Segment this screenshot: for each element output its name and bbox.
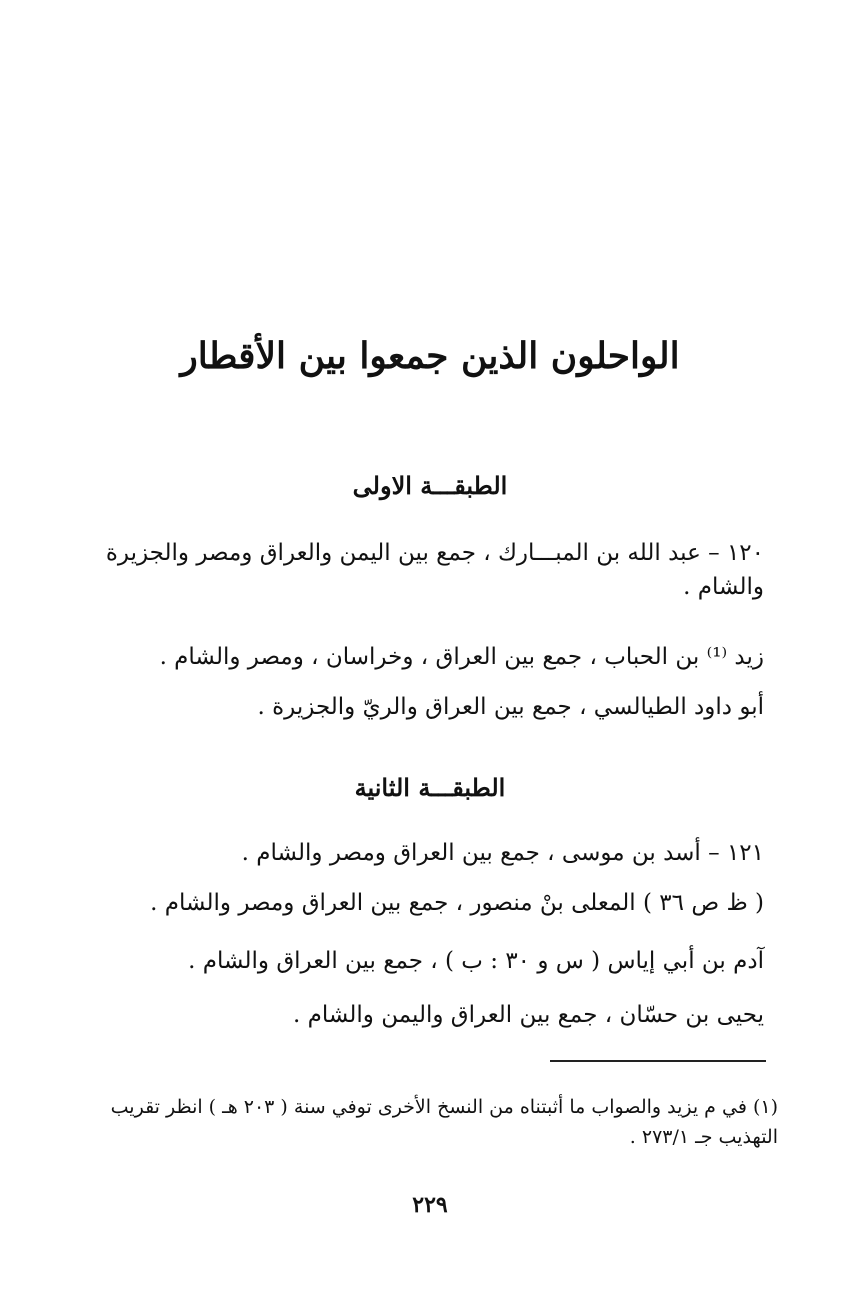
entry-line: زيد ⁽¹⁾ بن الحباب ، جمع بين العراق ، وخراسان ، ومصر والشام . bbox=[159, 644, 764, 670]
entry-line: ١٢٠ – عبد الله بن المبـــارك ، جمع بين اليمن والعراق ومصر والجزيرة والشام . bbox=[105, 540, 764, 600]
page-number: ٢٢٩ bbox=[412, 1192, 448, 1218]
footnote: (١) في م يزيد والصواب ما أثبتناه من النسخ الأخرى توفي سنة ( ٢٠٣ هـ ) انظر تقريب التهذيب جـ ٢٧٣/١ . bbox=[110, 1096, 778, 1148]
entry-line: أبو داود الطيالسي ، جمع بين العراق والريّ والجزيرة . bbox=[257, 694, 764, 720]
entry-line: ( ظ ص ٣٦ ) المعلى بنْ منصور ، جمع بين العراق ومصر والشام . bbox=[150, 890, 764, 916]
entry-line: آدم بن أبي إياس ( س و ٣٠ : ب ) ، جمع بين العراق والشام . bbox=[188, 948, 764, 974]
entry-line: يحيى بن حسّان ، جمع بين العراق واليمن والشام . bbox=[293, 1002, 764, 1028]
entry-line: ١٢١ – أسد بن موسى ، جمع بين العراق ومصر والشام . bbox=[241, 840, 764, 866]
page-title: الواحلون الذين جمعوا بين الأقطار bbox=[180, 335, 680, 377]
section-heading-first-tier: الطبقـــة الاولى bbox=[352, 471, 508, 500]
footnote-divider bbox=[550, 1060, 766, 1062]
section-heading-second-tier: الطبقـــة الثانية bbox=[354, 773, 506, 802]
